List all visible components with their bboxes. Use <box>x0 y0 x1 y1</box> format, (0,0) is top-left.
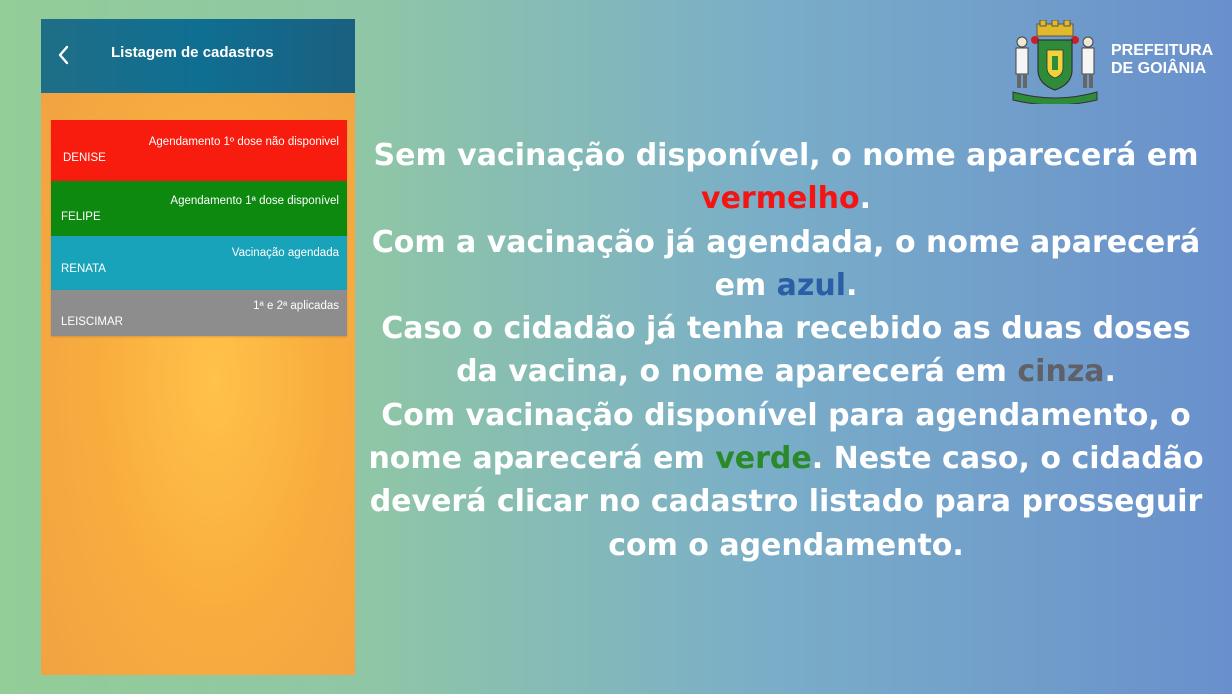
instruction-text: Com vacinação disponível para agendamento, o nome aparecerá em <box>368 397 1191 477</box>
color-word-blue: azul <box>776 267 846 303</box>
prefeitura-logo <box>1005 20 1220 104</box>
registration-list <box>51 120 347 336</box>
color-word-red: vermelho <box>701 181 860 217</box>
color-word-green: verde <box>715 441 812 477</box>
logo-text <box>1111 42 1213 78</box>
instruction-text: . <box>859 181 871 217</box>
logo-line-2: DE GOIÂNIA <box>1111 60 1207 77</box>
list-item-leiscimar[interactable] <box>51 290 347 336</box>
list-item-denise[interactable] <box>51 120 347 181</box>
page-title: Listagem de cadastros <box>111 44 274 61</box>
instruction-text: Com a vacinação já agendada, o nome aparecerá em <box>371 224 1201 303</box>
instruction-text: . Neste caso, o cidadão deverá clicar no cadastro listado para prosseguir com o agendamento. <box>369 441 1204 563</box>
item-status: Vacinação agendada <box>231 247 339 259</box>
item-name: FELIPE <box>61 211 101 223</box>
coat-of-arms-icon <box>1005 20 1105 104</box>
item-status: Agendamento 1ª dose disponível <box>170 195 339 207</box>
instruction-green <box>368 394 1204 567</box>
instruction-text: . <box>846 267 858 303</box>
item-name: LEISCIMAR <box>61 316 123 328</box>
instruction-red <box>368 134 1204 221</box>
list-item-felipe[interactable] <box>51 181 347 236</box>
item-status: Agendamento 1º dose não disponivel <box>148 136 339 148</box>
instruction-text: Sem vacinação disponível, o nome aparecerá em <box>373 138 1199 173</box>
app-bar <box>41 19 355 93</box>
phone-screen <box>41 19 355 675</box>
instruction-text: . <box>1104 354 1116 390</box>
item-name: RENATA <box>61 263 106 275</box>
logo-line-1: PREFEITURA <box>1111 42 1214 59</box>
instruction-blue <box>368 221 1204 308</box>
instruction-text: Caso o cidadão já tenha recebido as duas doses da vacina, o nome aparecerá em <box>381 311 1191 390</box>
instructions-text <box>368 134 1204 567</box>
back-arrow-icon[interactable] <box>55 41 77 69</box>
list-item-renata[interactable] <box>51 236 347 290</box>
item-name: DENISE <box>63 152 106 164</box>
item-status: 1ª e 2ª aplicadas <box>253 300 339 312</box>
instruction-gray <box>368 307 1204 394</box>
color-word-gray: cinza <box>1017 354 1105 390</box>
